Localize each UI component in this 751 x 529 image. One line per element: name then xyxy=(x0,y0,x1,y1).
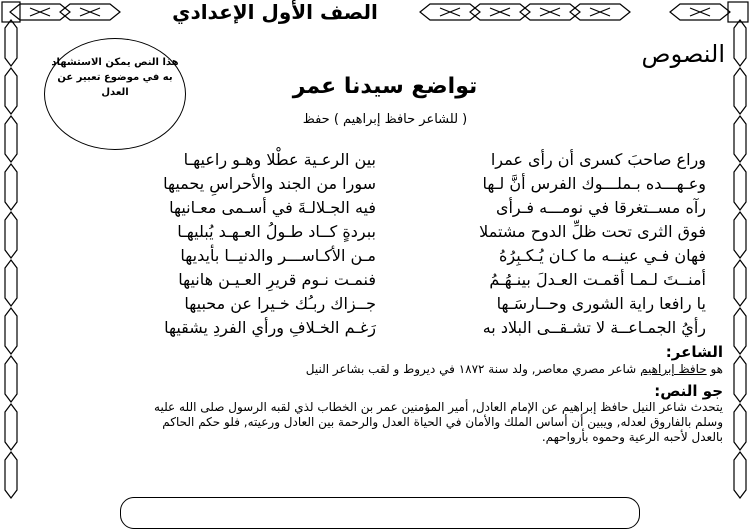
verse-2-second: سورا من الجند والأحراسِ يحميها xyxy=(163,174,376,193)
verse-5-first: فهان فـي عينــه ما كـان يُـكـبِرُهُ xyxy=(499,246,706,265)
context-line-2: وسلم بالفاروق لعدله, ويبين أن أساس الملك والأمان في الحياة العدل والرحمة بين العادل ورعيته, فلو حكم الحاكم xyxy=(162,415,723,429)
decorative-border-right xyxy=(729,18,751,509)
verse-7-second: جــزاك ربـُك خـيرا عن محبيها xyxy=(184,294,376,313)
note-circle xyxy=(44,38,186,150)
grade-title: الصف الأول الإعدادي xyxy=(150,0,400,24)
poet-bio-prefix: هو xyxy=(706,362,723,376)
verse-4-first: فوق الثرى تحت ظلِّ الدوح مشتملا xyxy=(479,222,706,241)
context-line-1: يتحدث شاعر النيل حافظ إبراهيم عن الإمام العادل, أمير المؤمنين عمر بن الخطاب لذي لقبه الرسول صلى الله عليه xyxy=(154,400,723,414)
verse-3-first: رآه مســتغرقا في نومـــه فـرأى xyxy=(495,198,706,217)
verse-2-first: وعـهـــده بـملـــوك الفرس أنَّ لـها xyxy=(482,174,706,193)
verse-6-second: فنمـت نـوم قريرِ العـيـن هانيها xyxy=(178,270,376,289)
verse-1-second: بين الرعـية عطْلا وهـو راعيهـا xyxy=(183,150,376,169)
poet-attribution: ( للشاعر حافظ إبراهيم ) حفظ xyxy=(302,112,468,127)
verse-6-first: أمنــتَ لـمـا أقمـت العـدلَ بينـهُـمُ xyxy=(489,270,706,289)
bottom-box xyxy=(120,497,640,529)
poem-title: تواضع سيدنا عمر xyxy=(292,74,478,99)
verse-3-second: فيه الجـلالـةَ في أسـمى معـانيها xyxy=(169,198,376,217)
verse-4-second: ببردةٍ كــاد طـولُ العـهـد يُبليهـا xyxy=(177,222,376,241)
verse-5-second: مـن الأكـاســـر والدنيــا بأيديها xyxy=(180,246,376,265)
note-circle-text: هذا النص يمكن الاستشهاد به في موضوع تعبير عن العدل xyxy=(51,57,179,98)
verse-7-first: يا رافعا راية الشورى وحــارسَـها xyxy=(496,294,706,313)
context-line-3: بالعدل لأحبه الرعية وحموه بأرواحهم. xyxy=(541,430,723,444)
verse-1-first: وراع صاحبَ كسرى أن رأى عمرا xyxy=(490,150,706,169)
verse-8-second: رَغـم الخـلافِ ورأي الفردِ يشقيها xyxy=(164,318,376,337)
poet-name: حافظ إبراهيم xyxy=(640,362,707,376)
poet-heading: الشاعر: xyxy=(665,343,723,361)
poet-bio-rest: شاعر مصري معاصر, ولد سنة ١٨٧٢ في ديروط و لقب بشاعر النيل xyxy=(305,362,641,376)
poet-bio xyxy=(23,362,723,377)
context-heading: جو النص: xyxy=(654,382,723,400)
verse-8-first: رأيُ الجمـاعــة لا تشـقــى البلاد به xyxy=(482,318,706,337)
context-paragraph xyxy=(18,400,723,445)
section-title: النصوص xyxy=(641,40,725,68)
